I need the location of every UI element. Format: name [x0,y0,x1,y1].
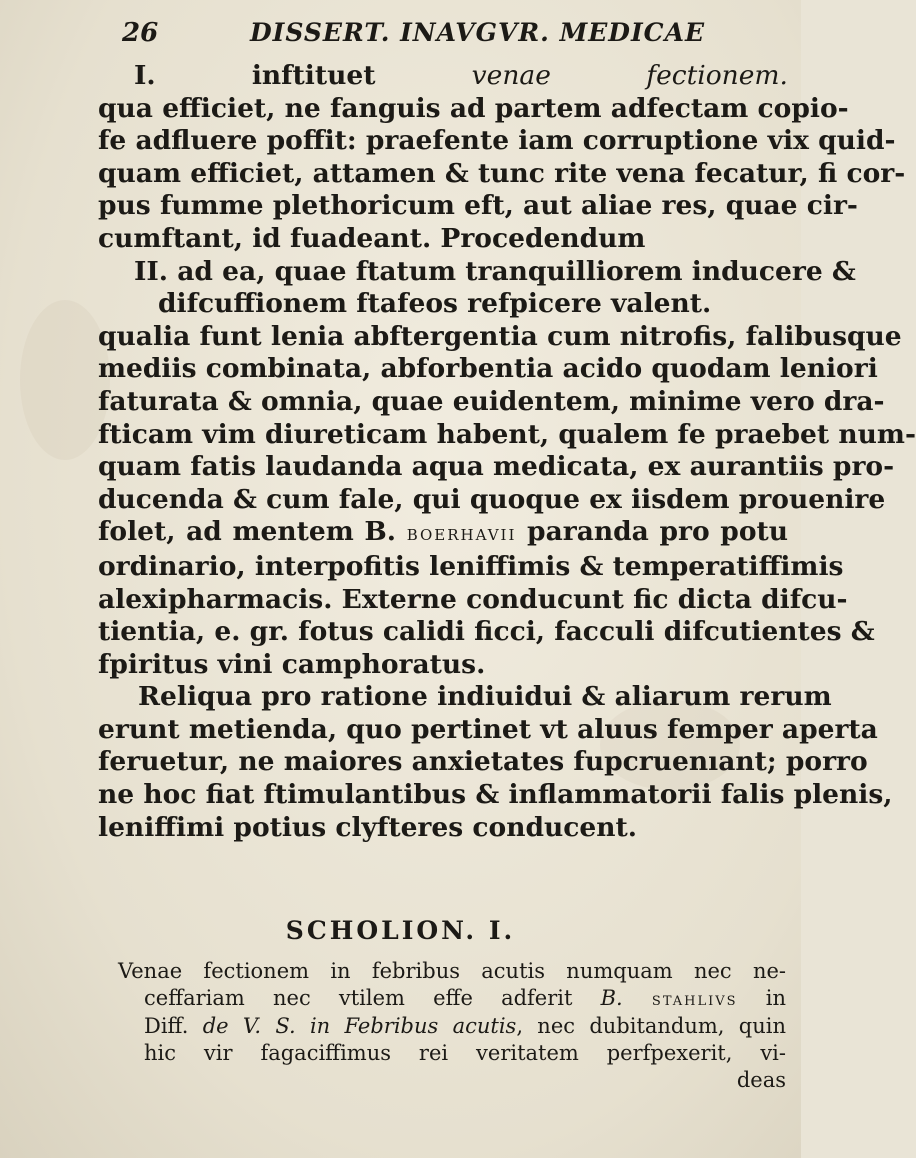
text-line: alexipharmacis. Externe conducunt fic dicta difcu- [98,583,848,615]
note-line: Venae fectionem in febribus acutis numquam nec ne- [118,959,786,983]
text-line: erunt metienda, quo pertinet vt aluus femper aperta [98,713,878,745]
page-number: 26 [122,18,159,48]
note-line: Diff. de V. S. in Febribus acutis, nec dubitandum, quin [144,1014,786,1038]
text-line: fpiritus vini camphoratus. [98,648,486,680]
text-line: Reliqua pro ratione indiuidui & aliarum rerum [138,681,832,713]
note-line: ceffariam nec vtilem effe adferit B. stahlivs in [144,986,786,1010]
body-text [98,60,916,844]
running-title: DISSERT. INAVGVR. MEDICAE [250,18,706,47]
text-line: mediis combinata, abforbentia acido quodam leniori [98,353,878,385]
text-line: folet, ad mentem B. boerhavii paranda pro potu [98,516,788,548]
text-line: qua efficiet, ne fanguis ad partem adfectam copio- [98,92,849,124]
text-line: pus fumme plethoricum eft, aut aliae res, quae cir- [98,190,858,222]
text-line: ne hoc fiat ftimulantibus & inflammatorii falis plenis, [98,779,893,811]
text-line: I. inftituet venae fectionem. [134,60,788,91]
page-header [40,14,761,54]
text-line: quam fatis laudanda aqua medicata, ex aurantiis pro- [98,451,895,483]
text-line: ordinario, interpofitis leniffimis & temperatiffimis [98,550,844,582]
text-line: II. ad ea, quae ftatum tranquilliorem inducere & [134,255,856,287]
text-line: difcuffionem ftafeos refpicere valent. [158,288,712,320]
text-line: quam efficiet, attamen & tunc rite vena fecatur, fi cor- [98,157,906,189]
text-line: ducenda & cum fale, qui quoque ex iisdem prouenire [98,483,886,515]
note-line: deas [736,1068,786,1092]
text-line: fe adfluere poffit: praefente iam corruptione vix quid- [98,125,896,157]
text-line: tientia, e. gr. fotus calidi ficci, facculi difcutientes & [98,616,875,648]
text-line: cumftant, id fuadeant. Procedendum [98,222,646,254]
text-line: leniffimi potius clyfteres conducent. [98,811,638,843]
paper-stain [20,300,110,460]
text-line: faturata & omnia, quae euidentem, minime vero dra- [98,385,885,417]
scholion-heading: SCHOLION. I. [285,916,516,945]
scholion-note [118,958,786,1094]
text-line: feruetur, ne maiores anxietates fupcruenıant; porro [98,746,868,778]
text-line: qualia funt lenia abftergentia cum nitrofis, falibusque [98,320,902,352]
note-line: hic vir fagaciffimus rei veritatem perfpexerit, vi- [144,1041,786,1065]
text-line: fticam vim diureticam habent, qualem fe praebet num- [98,418,916,450]
